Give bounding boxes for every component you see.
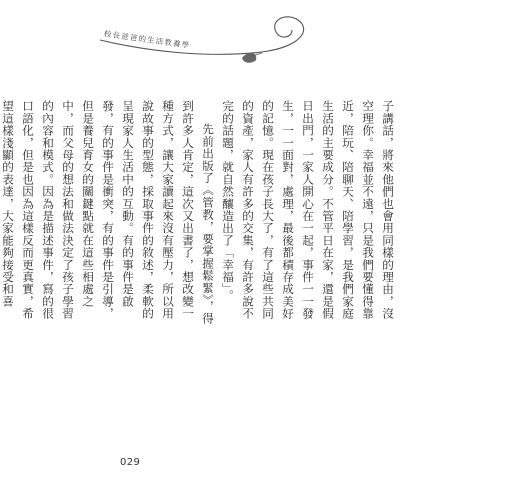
paragraph-1: 子講話，將來他們也會用同樣的理由，沒空理你。幸福並不遠，只是我們要懂得靠近，陪玩、陪聊天、陪學習，是我們家庭生活的主要成分。不管平日在家，還是假日出門，一家人開心在一起，事件一一發生，一一面對，處理，最後都積存成美好的記憶。現在孩子長大了，有了這些共同的資產，家人有許多的交集，有許多說不完的話題，就自然釀造出了「幸福」。 [221,100,395,320]
running-header-title: 校長爸爸的生活教養學 [103,29,191,51]
vertical-body-text [1,100,398,325]
page-number: 029 [120,457,141,468]
paragraph-2: 先前出版了《管教，要掌握鬆緊》，得到許多人肯定，這次又出書了，想改變一種方式，讓大家讀起來沒有壓力，所以用說故事的型態，採取事件的敘述，柔軟的呈現家人生活中的互動。有的事件是啟發，有的事件是衝突，有的事件是引導，但是養兒育女的關鍵點就在這些相處之中，而父母的想法和做法決定了孩子學習的內容和模式。因為是描述事件，寫的很口語化，但是也因為這樣反而更真實，希望這樣淺顯的表達，大家能夠接受和喜 [1,100,215,325]
